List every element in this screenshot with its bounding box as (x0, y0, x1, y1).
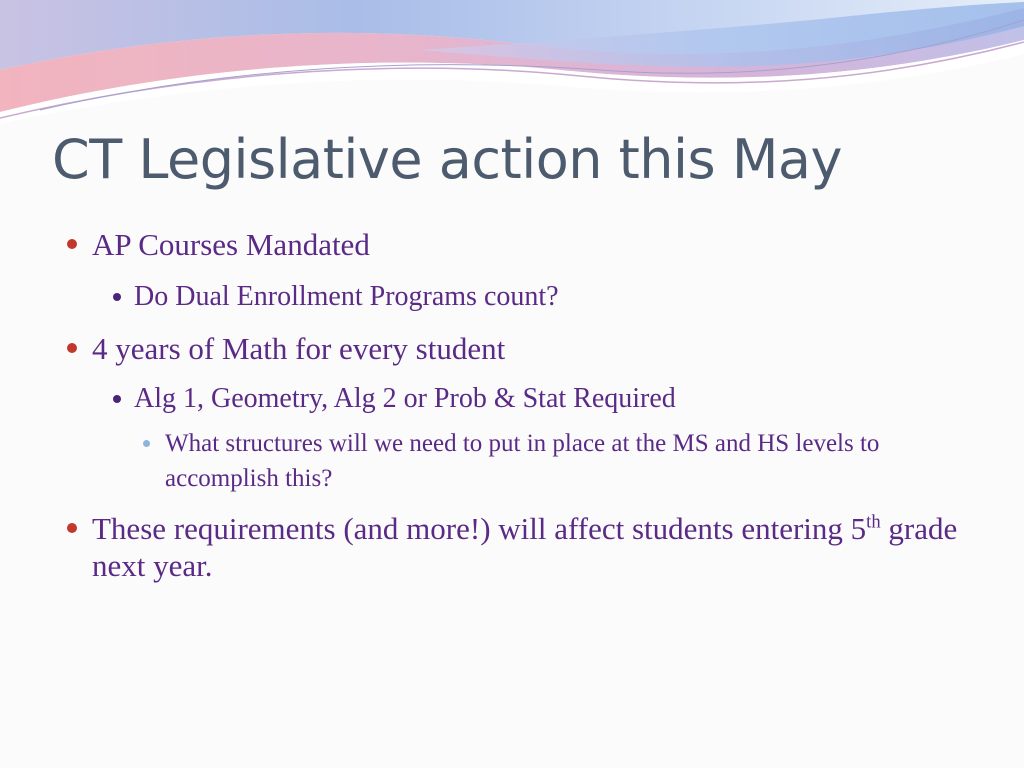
bullet-dot-icon (67, 343, 77, 353)
bullet-dot-icon (113, 293, 121, 301)
bullet-text-main: These requirements (and more!) will affect students entering 5 (92, 511, 867, 546)
ordinal-superscript: th (866, 511, 881, 533)
bullet-item-math-years (92, 330, 505, 367)
bullet-text: AP Courses Mandated (92, 227, 370, 262)
bullet-item-requirements-affect (92, 510, 972, 584)
bullet-dot-icon (67, 523, 77, 533)
bullet-text: 4 years of Math for every student (92, 331, 506, 366)
bullet-item-ap-courses (92, 226, 370, 263)
bullet-dot-icon (113, 395, 121, 403)
bullet-text (92, 510, 972, 584)
slide-title: CT Legislative action this May (52, 128, 842, 191)
bullet-dot-icon (67, 239, 77, 249)
bullet-item-structures (165, 426, 975, 496)
decorative-wave-banner (0, 0, 1024, 130)
bullet-text-tail: grade next year. (92, 511, 958, 584)
bullet-item-required-courses (134, 382, 676, 416)
bullet-text: What structures will we need to put in place at the MS and HS levels to accomplish this? (165, 430, 880, 492)
bullet-item-dual-enrollment (134, 280, 559, 314)
bullet-dot-icon (143, 440, 150, 447)
bullet-text: Alg 1, Geometry, Alg 2 or Prob & Stat Required (134, 383, 676, 414)
bullet-text: Do Dual Enrollment Programs count? (134, 281, 559, 312)
